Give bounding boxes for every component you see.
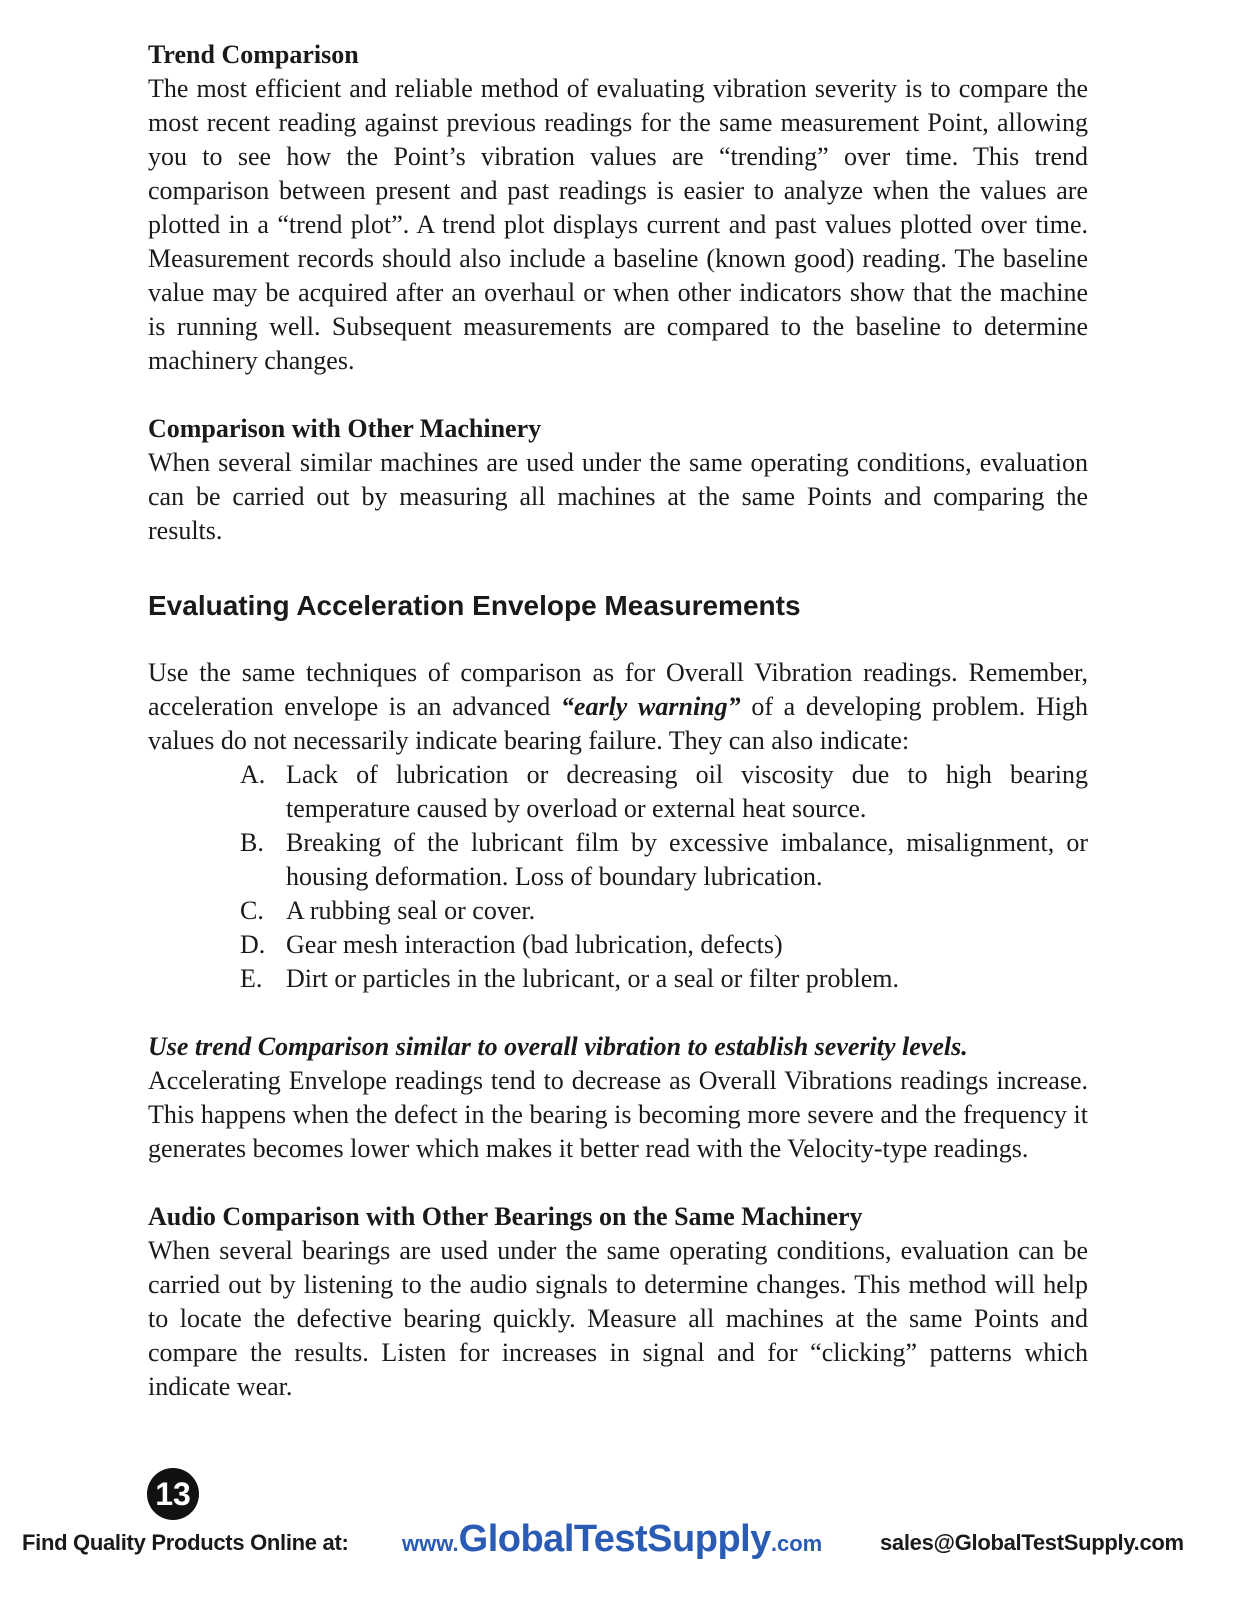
- site-prefix: www.: [402, 1531, 459, 1556]
- spacer: [148, 1166, 1088, 1200]
- spacer: [148, 378, 1088, 412]
- audio-comparison-heading: Audio Comparison with Other Bearings on the Same Machinery: [148, 1202, 863, 1231]
- trend-comparison-body: The most efficient and reliable method of evaluating vibration severity is to compare the most recent reading against previous readings for the same measurement Point, allowing you to see how the Point’s vibration values are “trending” over time. This trend comparison between present and past readings is easier to analyze when the values are plotted in a “trend plot”. A trend plot displays current and past values plotted over time. Measurement records should also include a baseline (known good) reading. The baseline value may be acquired after an overhaul or when other indicators show that the machine is running well. Subsequent measurements are compared to the baseline to determine machinery changes.: [148, 74, 1088, 375]
- indication-list: [148, 758, 1088, 996]
- severity-heading: Use trend Comparison similar to overall vibration to establish severity levels.: [148, 1032, 968, 1061]
- list-item-letter: B.: [240, 828, 264, 857]
- list-item: [240, 826, 1088, 894]
- early-warning-emphasis: “early warning”: [560, 692, 741, 721]
- list-item-letter: C.: [240, 896, 264, 925]
- envelope-section-heading: Evaluating Acceleration Envelope Measurements: [148, 590, 801, 621]
- list-item-text: Gear mesh interaction (bad lubrication, defects): [286, 930, 783, 959]
- list-item: [240, 758, 1088, 826]
- site-name: GlobalTestSupply: [458, 1518, 771, 1560]
- severity-body: Accelerating Envelope readings tend to decrease as Overall Vibrations readings increase. This happens when the defect in the bearing is becoming more severe and the frequency it generates becomes lower which makes it better read with the Velocity-type readings.: [148, 1066, 1088, 1163]
- list-item-text: Lack of lubrication or decreasing oil viscosity due to high bearing temperature caused by overload or external heat source.: [286, 760, 1088, 823]
- audio-comparison-body: When several bearings are used under the same operating conditions, evaluation can be carried out by listening to the audio signals to determine changes. This method will help to locate the defective bearing quickly. Measure all machines at the same Points and compare the results. Listen for increases in signal and for “clicking” patterns which indicate wear.: [148, 1236, 1088, 1401]
- page-number-badge: 13: [147, 1468, 199, 1520]
- list-item-text: Breaking of the lubricant film by excessive imbalance, misalignment, or housing deformation. Loss of boundary lubrication.: [286, 828, 1088, 891]
- other-machinery-heading: Comparison with Other Machinery: [148, 414, 542, 443]
- list-item: [240, 894, 1088, 928]
- spacer: [148, 548, 1088, 588]
- list-item-letter: D.: [240, 930, 266, 959]
- list-item: [240, 928, 1088, 962]
- spacer: [148, 996, 1088, 1030]
- list-item-letter: E.: [240, 964, 263, 993]
- envelope-intro-before: Use the same techniques of comparison as for Overall Vibration readings. Remember, acceleration envelope is an advanced: [148, 658, 1088, 721]
- trend-comparison-heading: Trend Comparison: [148, 40, 359, 69]
- footer-find-text: Find Quality Products Online at:: [22, 1530, 349, 1555]
- site-suffix: .com: [770, 1531, 823, 1556]
- list-item-letter: A.: [240, 760, 266, 789]
- envelope-intro: [148, 656, 1088, 758]
- list-item-text: A rubbing seal or cover.: [286, 896, 536, 925]
- spacer: [148, 624, 1088, 656]
- footer-website-link[interactable]: [402, 1518, 822, 1561]
- footer: [0, 1518, 1237, 1578]
- list-item: [240, 962, 1088, 996]
- list-item-text: Dirt or particles in the lubricant, or a seal or filter problem.: [286, 964, 899, 993]
- other-machinery-body: When several similar machines are used under the same operating conditions, evaluation can be carried out by measuring all machines at the same Points and comparing the results.: [148, 448, 1088, 545]
- envelope-intro-after: of a developing problem. High values do not necessarily indicate bearing failure. They can also indicate:: [148, 692, 1088, 755]
- footer-email-link[interactable]: sales@GlobalTestSupply.com: [880, 1530, 1184, 1555]
- document-page: [148, 38, 1088, 1404]
